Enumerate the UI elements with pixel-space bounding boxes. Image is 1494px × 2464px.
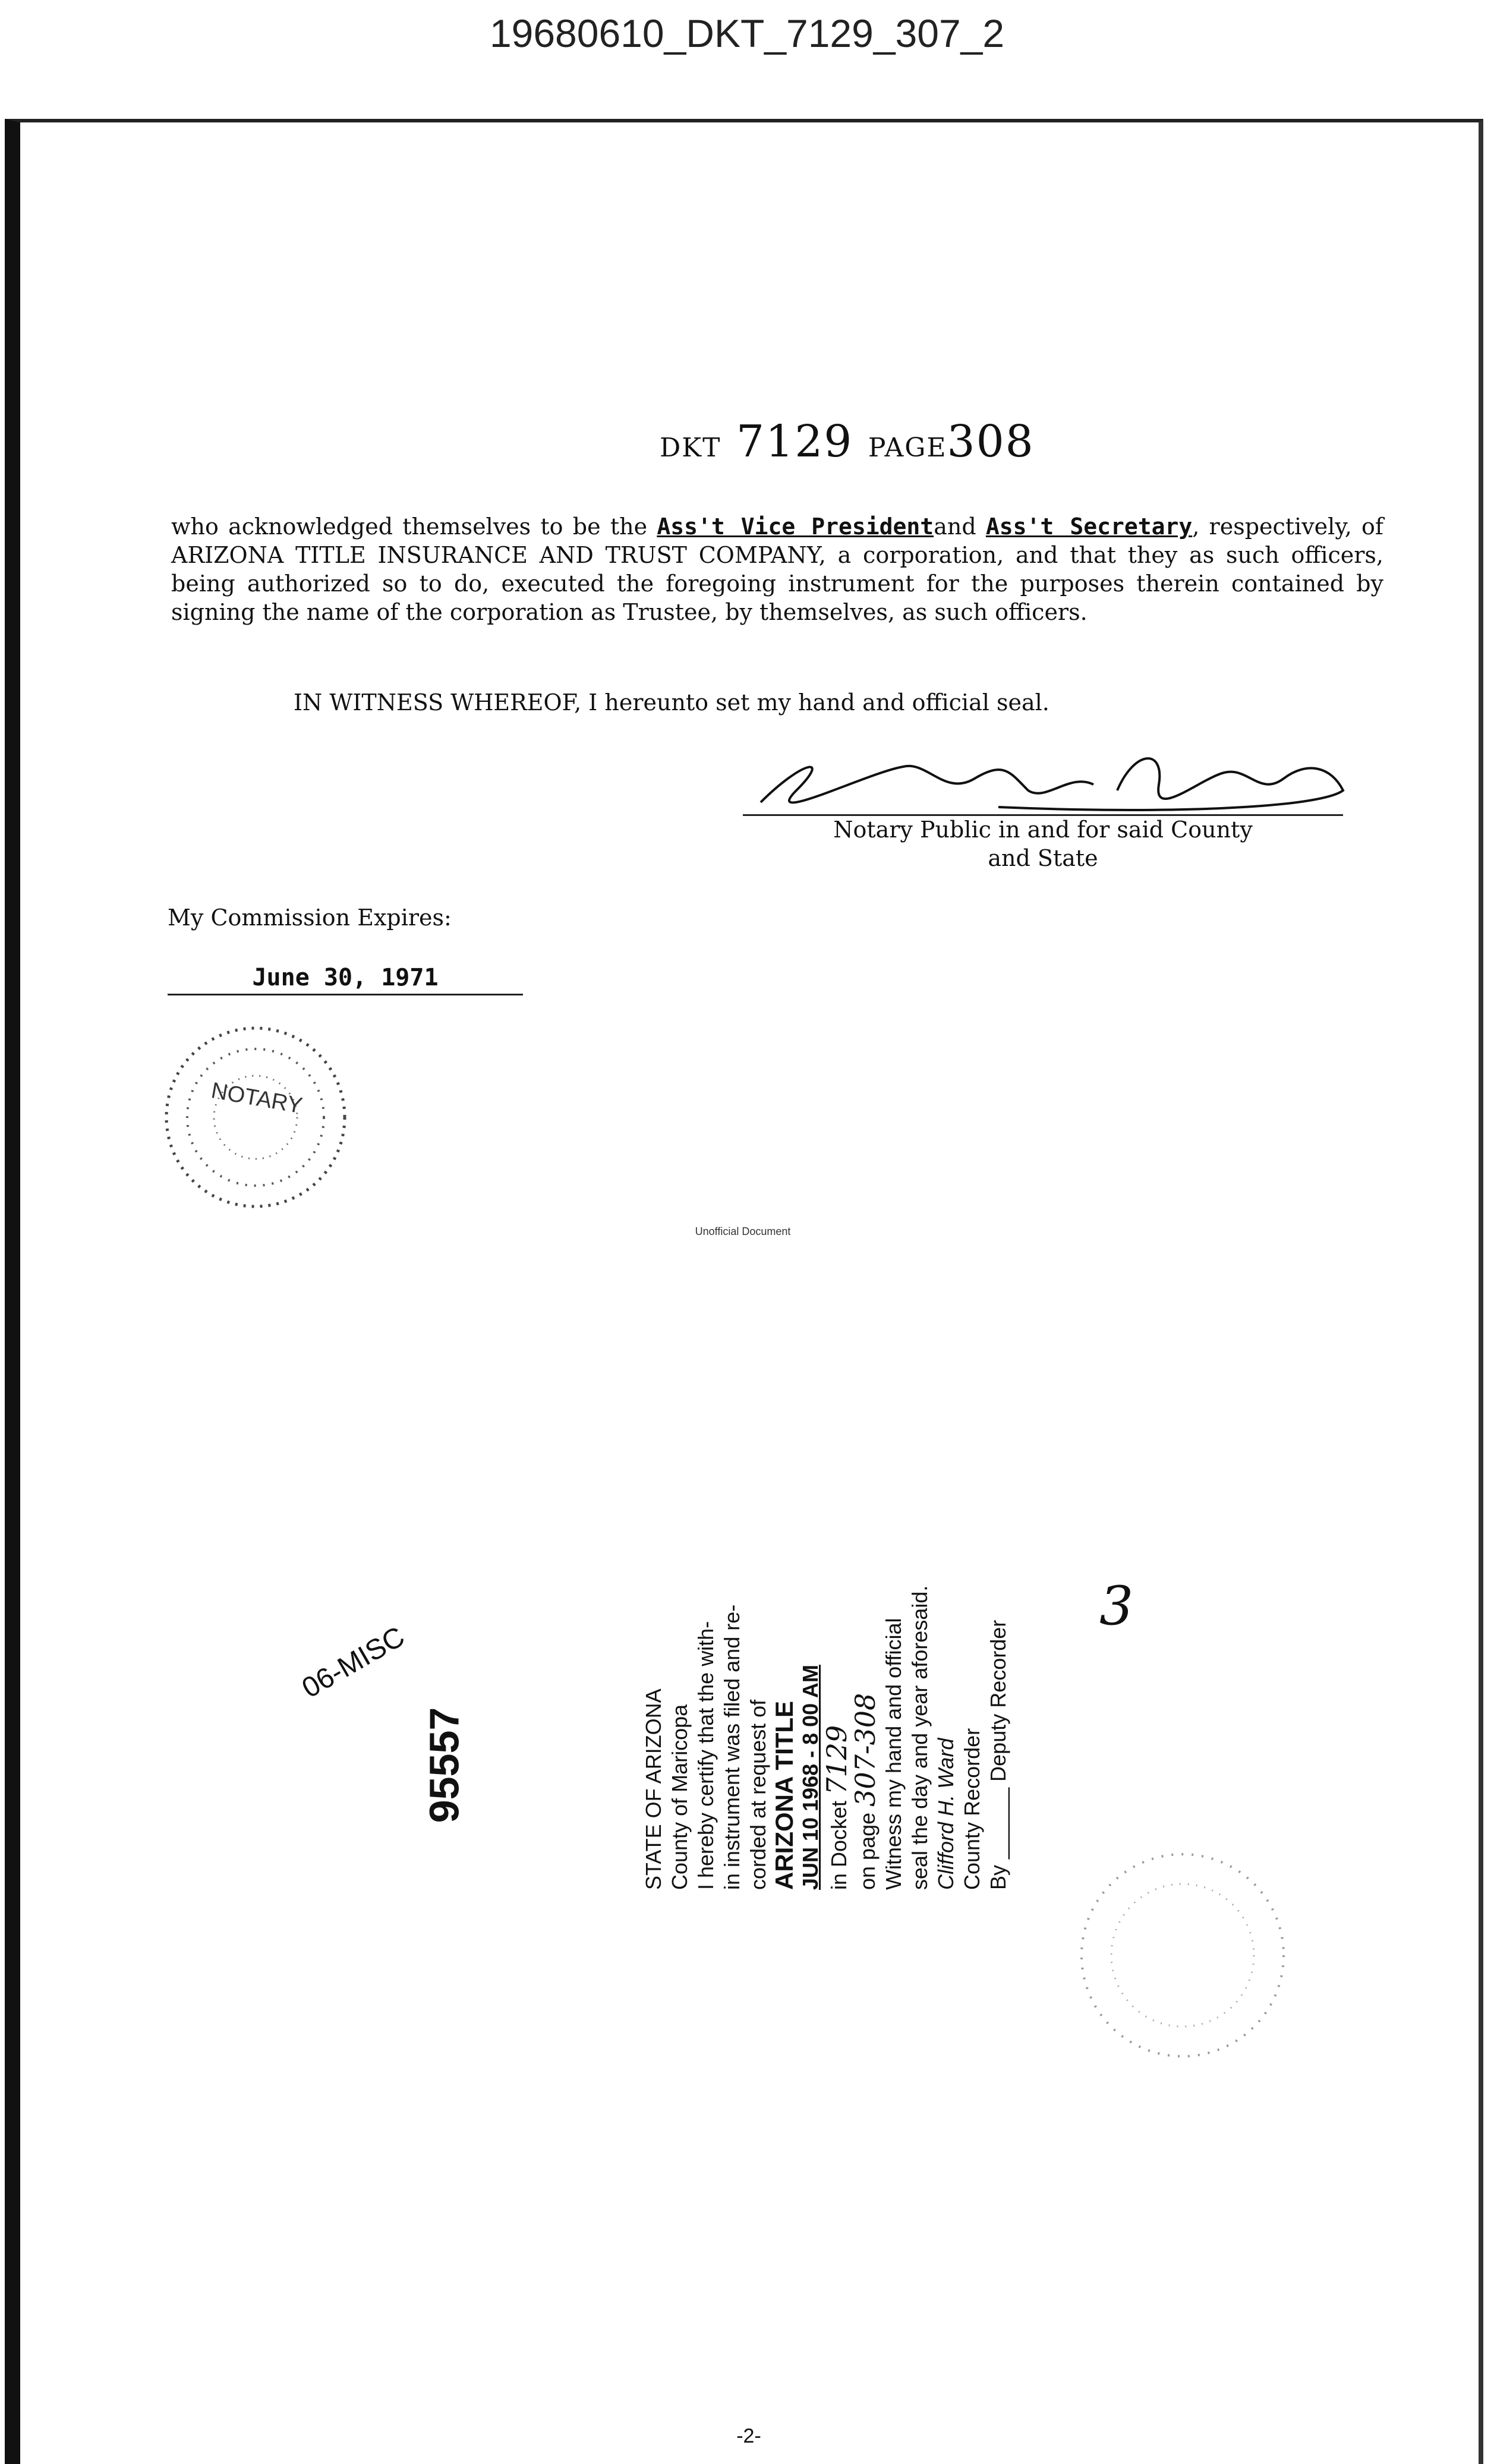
- stamp-certify-3: corded at request of: [746, 1699, 770, 1890]
- unofficial-watermark: Unofficial Document: [695, 1225, 791, 1237]
- docket-reference: [660, 416, 1035, 467]
- stamp-deputy: Deputy Recorder: [986, 1619, 1010, 1782]
- officer-title-1: Ass't Vice President: [657, 513, 934, 540]
- commission-label: My Commission Expires:: [168, 905, 452, 931]
- stamp-requester: ARIZONA TITLE: [770, 1700, 798, 1890]
- stamp-docket-label: in Docket: [827, 1800, 851, 1890]
- document-id: 19680610_DKT_7129_307_2: [489, 11, 1005, 55]
- stamp-county: County of Maricopa: [667, 1704, 692, 1890]
- page-frame: [5, 119, 1483, 2464]
- stamp-seal: seal the day and year aforesaid.: [907, 1585, 932, 1890]
- misc-stamp: 06-MISC: [297, 1621, 410, 1704]
- ack-text-start: who acknowledged themselves to be the: [171, 513, 657, 540]
- officer-title-2: Ass't Secretary: [985, 513, 1193, 540]
- stamp-certify-2: in instrument was filed and re-: [720, 1604, 744, 1890]
- stamp-by: By ______ Deputy Recorder: [986, 1619, 1010, 1890]
- seal-text: NOTARY: [209, 1078, 304, 1119]
- stamp-witness: Witness my hand and official: [881, 1618, 906, 1890]
- docket-page: 308: [947, 416, 1035, 467]
- notary-label: [743, 815, 1343, 872]
- ack-and: and: [934, 513, 986, 540]
- stamp-certify-1: I hereby certify that the with-: [694, 1621, 718, 1890]
- stamp-page: [849, 1486, 881, 1890]
- docket-page-label: PAGE: [868, 433, 947, 463]
- instrument-number: 95557: [421, 1707, 468, 1823]
- commission-date: June 30, 1971: [168, 964, 523, 995]
- stamp-page-value: 307-308: [849, 1693, 881, 1807]
- stamp-page-label: on page: [855, 1812, 880, 1890]
- stamp-state: STATE OF ARIZONA: [641, 1688, 666, 1890]
- acknowledgment-paragraph: [171, 512, 1383, 626]
- notary-label-line1: Notary Public in and for said County: [833, 817, 1253, 843]
- docket-prefix: DKT: [660, 433, 721, 463]
- stamp-docket-value: 7129: [821, 1725, 853, 1795]
- stamp-by-label: By: [986, 1864, 1010, 1890]
- embossed-seal: [1058, 1830, 1307, 2080]
- notary-signature: [749, 737, 1379, 826]
- stamp-date: JUN 10 1968 - 8 00 AM: [798, 1665, 822, 1890]
- docket-number: 7129: [736, 416, 853, 467]
- notary-label-line2: and State: [988, 845, 1098, 871]
- stamp-docket: [821, 1486, 853, 1890]
- recorder-stamp: [641, 1486, 1033, 1902]
- stamp-recorder-title: County Recorder: [960, 1728, 984, 1890]
- stamp-recorder-name: Clifford H. Ward: [934, 1738, 958, 1890]
- margin-mark: 3: [1099, 1575, 1134, 1637]
- notary-seal: [137, 1010, 386, 1224]
- witness-clause: IN WITNESS WHEREOF, I hereunto set my hand and official seal.: [294, 689, 1049, 716]
- page-number: -2-: [736, 2425, 761, 2447]
- ack-text-end: , respectively, of ARIZONA TITLE INSURANCE AND TRUST COMPANY, a corporation, and that they as such officers, being authorized so to do, executed the foregoing instrument for the purposes therein contained by signing the name of the corporation as Trustee, by themselves, as such officers.: [171, 513, 1383, 625]
